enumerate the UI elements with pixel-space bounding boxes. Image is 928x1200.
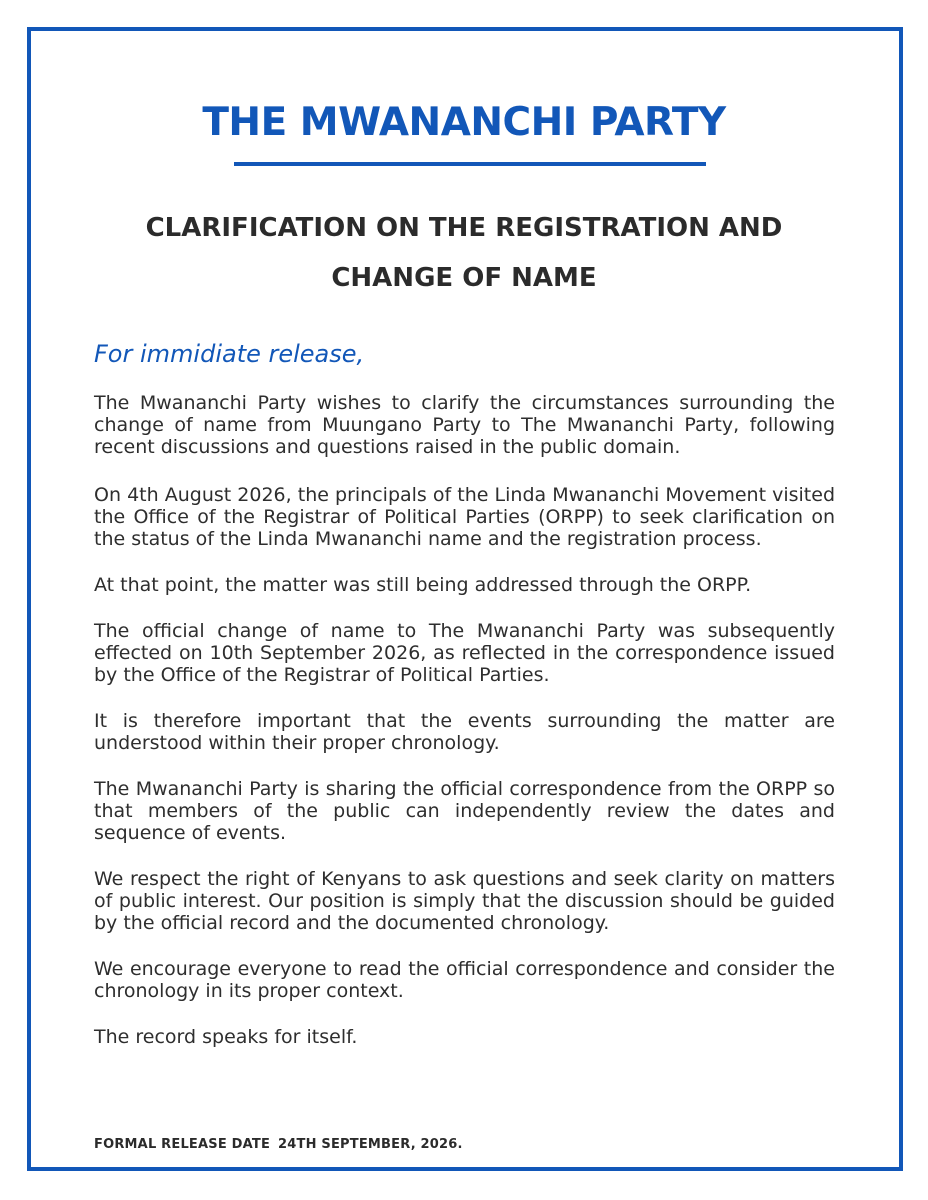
paragraph: The record speaks for itself.: [94, 1026, 358, 1048]
title-underline: [234, 162, 706, 166]
paragraph: We encourage everyone to read the official correspondence and consider the chronology in its proper context.: [94, 958, 835, 1002]
page-title: THE MWANANCHI PARTY: [202, 100, 726, 145]
document-heading-line-1: CLARIFICATION ON THE REGISTRATION AND: [145, 213, 783, 243]
paragraph: The Mwananchi Party is sharing the official correspondence from the ORPP so that members of the public can independently review the dates and sequence of events.: [94, 778, 835, 844]
paragraph: At that point, the matter was still being addressed through the ORPP.: [94, 574, 752, 596]
release-notice: For immidiate release,: [94, 340, 365, 368]
release-date-label: FORMAL RELEASE DATE: [94, 1137, 271, 1152]
paragraph: We respect the right of Kenyans to ask questions and seek clarity on matters of public interest. Our position is simply that the discussion should be guided by the official record and the documented chronology.: [94, 868, 835, 934]
paragraph: On 4th August 2026, the principals of the Linda Mwananchi Movement visited the Office of the Registrar of Political Parties (ORPP) to seek clarification on the status of the Linda Mwananchi name and the registration process.: [94, 484, 835, 550]
release-date-line: [94, 1137, 463, 1152]
paragraph: The Mwananchi Party wishes to clarify the circumstances surrounding the change of name from Muungano Party to The Mwananchi Party, following recent discussions and questions raised in the public domain.: [94, 392, 835, 458]
paragraph: The official change of name to The Mwananchi Party was subsequently effected on 10th September 2026, as reflected in the correspondence issued by the Office of the Registrar of Political Parties.: [94, 620, 835, 686]
statement-body: [94, 392, 835, 1072]
paragraph: It is therefore important that the events surrounding the matter are understood within their proper chronology.: [94, 710, 835, 754]
release-date-value: 24TH SEPTEMBER, 2026.: [278, 1137, 463, 1152]
document-heading-line-2: CHANGE OF NAME: [331, 263, 597, 293]
